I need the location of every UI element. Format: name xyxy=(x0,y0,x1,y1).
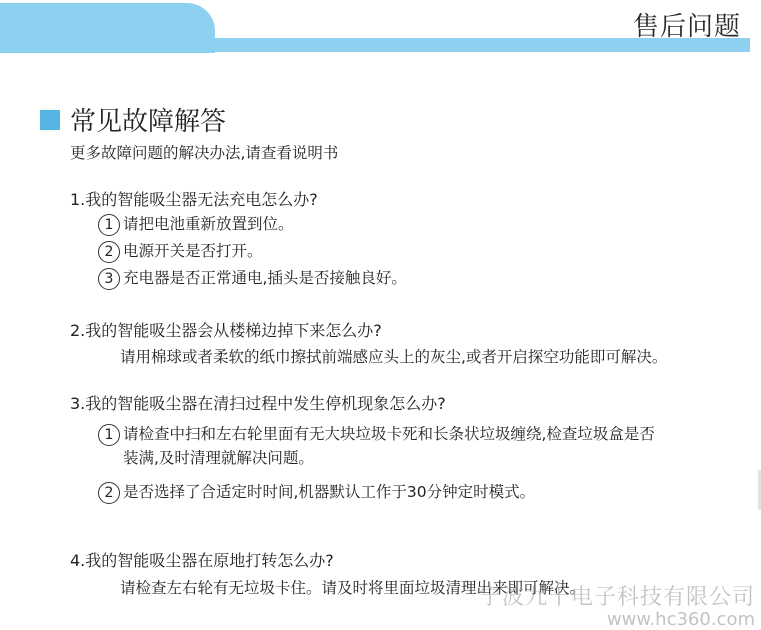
q3-item-1-text-cont: 装满,及时清理就解决问题。 xyxy=(123,449,314,467)
q3-item-2 xyxy=(98,482,535,504)
q3-item-1-text: 请检查中扫和左右轮里面有无大块垃圾卡死和长条状垃圾缠绕,检查垃圾盒是否 xyxy=(123,425,655,443)
q1-item-2 xyxy=(98,241,263,263)
q3-item-1 xyxy=(98,424,655,470)
q2-answer: 请用棉球或者柔软的纸巾擦拭前端感应头上的灰尘,或者开启探空功能即可解决。 xyxy=(120,348,668,366)
watermark-company: 宁波九千电子科技有限公司 xyxy=(478,585,755,610)
question-2: 2.我的智能吸尘器会从楼梯边掉下来怎么办? xyxy=(70,321,382,340)
circled-number-1: 1 xyxy=(98,424,120,446)
section-title: 常见故障解答 xyxy=(70,107,227,137)
circled-number-2: 2 xyxy=(98,241,120,263)
watermark-site: www.hc360.com xyxy=(606,609,755,630)
q1-item-2-text: 电源开关是否打开。 xyxy=(123,242,263,260)
page-title: 售后问题 xyxy=(632,12,741,42)
header-tab-shape xyxy=(0,3,215,53)
circled-number-3: 3 xyxy=(98,268,120,290)
q3-item-2-text: 是否选择了合适定时时间,机器默认工作于30分钟定时模式。 xyxy=(123,483,536,501)
section-marker-square xyxy=(40,110,60,130)
question-3: 3.我的智能吸尘器在清扫过程中发生停机现象怎么办? xyxy=(70,394,446,413)
q1-item-1 xyxy=(98,214,294,236)
circled-number-1: 1 xyxy=(98,214,120,236)
circled-number-2: 2 xyxy=(98,482,120,504)
question-4: 4.我的智能吸尘器在原地打转怎么办? xyxy=(70,551,334,570)
q1-item-1-text: 请把电池重新放置到位。 xyxy=(123,215,294,233)
question-1: 1.我的智能吸尘器无法充电怎么办? xyxy=(70,190,318,209)
q4-answer: 请检查左右轮有无垃圾卡住。请及时将里面垃圾清理出来即可解决。 xyxy=(120,579,586,597)
q1-item-3 xyxy=(98,268,407,290)
section-subtitle: 更多故障问题的解决办法,请查看说明书 xyxy=(70,144,339,162)
q1-item-3-text: 充电器是否正常通电,插头是否接触良好。 xyxy=(123,269,407,287)
